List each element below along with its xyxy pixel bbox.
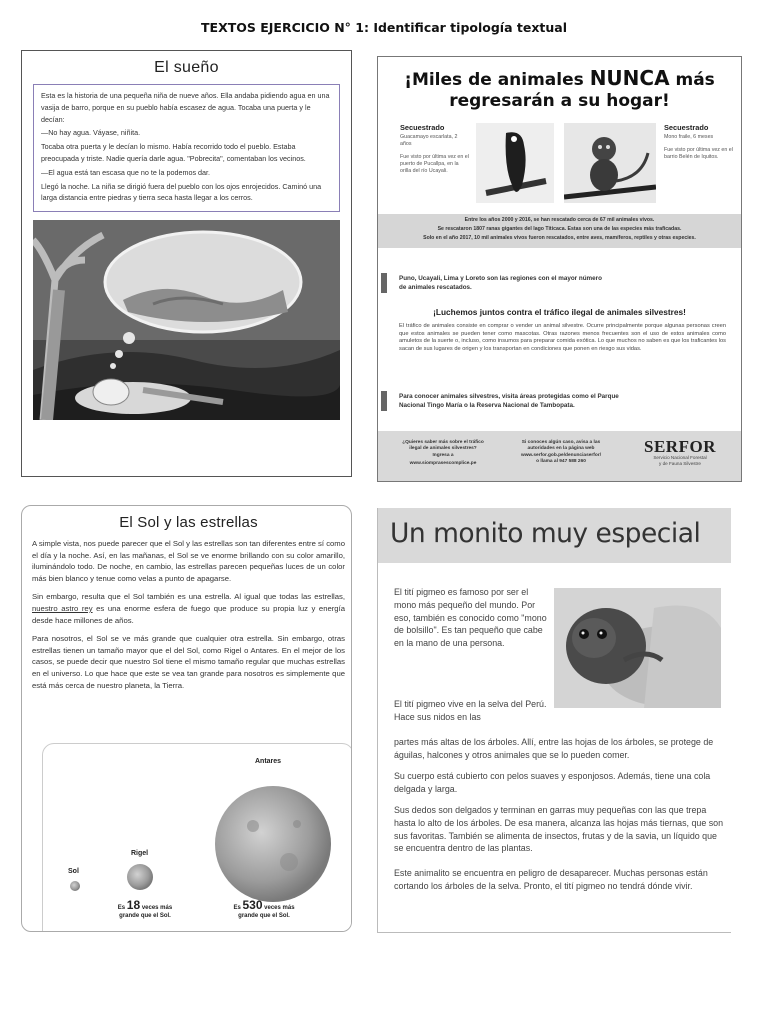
caption-text: veces más bbox=[264, 905, 295, 911]
parks-text bbox=[378, 392, 741, 410]
rigel-label: Rigel bbox=[131, 850, 149, 857]
stats-line: Entre los años 2000 y 2016, se han rescatado cerca de 67 mil animales vivos. bbox=[464, 217, 655, 223]
footer-line: ¿Quieres saber más sobre el tráfico bbox=[402, 440, 484, 445]
monkey-paragraph: partes más altas de los árboles. Allí, entre las hojas de los árboles, se protege de águilas, halcones y otros animales que se lo pueden comer. bbox=[394, 737, 714, 760]
sol-circle bbox=[70, 881, 80, 891]
sun-panel bbox=[21, 505, 352, 932]
serfor-wordmark: SERFOR bbox=[644, 437, 716, 456]
rigel-circle bbox=[127, 864, 153, 890]
monkey-paragraph: Sus dedos son delgados y terminan en garras muy pequeñas con las que trepa hasta lo alto de los árboles. De esa manera, alcanza las hojas más tiernas, que son sus favoritas. También se alimenta de insectos, frutas y de la savia, un líquido que se encuentra dentro de las plantas. bbox=[394, 805, 724, 854]
wanted-left bbox=[400, 123, 470, 175]
headline-part: más bbox=[675, 70, 715, 90]
caption-text: Es bbox=[117, 905, 126, 911]
wanted-left-sub: Guacamayo escarlata, 2 años bbox=[400, 134, 458, 147]
sun-paragraph: A simple vista, nos puede parecer que el Sol y las estrellas son tan diferentes entre sí como el día y la noche. Así, en las mañanas, el Sol se ve enorme brillando con su color amarillo, iluminándolo todo. De noche, en cambio, las estrellas parecen pequeñas luces de un color más bien blanco y tenue como velas a punto de apagarse. bbox=[32, 539, 345, 583]
footer-line: Ingresa a bbox=[432, 452, 454, 458]
footer-line: Si conoces algún caso, avisa a las bbox=[521, 440, 601, 445]
regions-line: Puno, Ucayali, Lima y Loreto son las regiones con el mayor número bbox=[399, 275, 602, 282]
sun-title: El Sol y las estrellas bbox=[119, 514, 258, 531]
monkey-paragraph: Este animalito se encuentra en peligro de desaparecer. Muchas personas están cortando los árboles de la selva. Pronto, el tití pigmeo no tendrá dónde vivir. bbox=[394, 868, 708, 891]
footer-left bbox=[388, 440, 498, 468]
caption-number: 530 bbox=[242, 898, 263, 912]
stats-line: Solo en el año 2017, 10 mil animales vivos fueron rescatados, entre aves, mamíferos, reptiles y otras especies. bbox=[423, 234, 696, 241]
sun-paragraph bbox=[32, 591, 345, 626]
underlined-phrase: nuestro astro rey bbox=[32, 603, 93, 613]
regions-line: de animales rescatados. bbox=[399, 284, 472, 291]
sun-paragraph: Para nosotros, el Sol se ve más grande que cualquier otra estrella. Sin embargo, otras estrellas tienen un tamaño mayor que el del Sol, como Rigel o Antares. En el mejor de los casos, se puede decir que nuestro Sol tiene el mismo tamaño regular que muchas estrellas en el universo. Lo que hace que este se vea tan grande para nosotros es simplemente que está más cerca de nuestro planeta, la Tierra. bbox=[32, 634, 345, 690]
footer-line: ilegal de animales silvestres? bbox=[409, 446, 477, 452]
wanted-left-title: Secuestrado bbox=[400, 123, 445, 132]
page-title: TEXTOS EJERCICIO N° 1: Identificar tipología textual bbox=[201, 20, 567, 35]
caption-text: grande que el Sol. bbox=[238, 913, 290, 919]
poster-panel bbox=[377, 56, 742, 482]
antares-caption bbox=[219, 898, 309, 920]
sun-text: Sin embargo, resulta que el Sol también es una estrella. Al igual que todas las estrellas, bbox=[32, 592, 345, 602]
caption-number: 18 bbox=[126, 898, 141, 912]
footer-line: autoridades en la página web bbox=[527, 446, 595, 452]
serfor-caption: Servicio Nacional Forestal bbox=[653, 455, 707, 460]
antares-circle bbox=[215, 786, 331, 902]
monkey-paragraph: El tití pigmeo es famoso por ser el mono más pequeño del mundo. Por eso, también es conocido como "mono de bolsillo". Es tan pequeño que cabe en la mano de una persona. bbox=[394, 587, 547, 649]
parks-line: Nacional Tingo María o la Reserva Nacional de Tambopata. bbox=[399, 402, 575, 409]
story-panel bbox=[21, 50, 352, 477]
monkey-paragraph: El tití pigmeo vive en la selva del Perú. Hace sus nidos en las bbox=[394, 699, 547, 722]
pygmy-marmoset-photo bbox=[554, 588, 721, 708]
footer-mid bbox=[502, 440, 620, 466]
story-paragraph: —No hay agua. Váyase, niñita. bbox=[41, 128, 141, 138]
macaw-photo bbox=[476, 123, 554, 203]
rigel-caption bbox=[105, 898, 185, 920]
caption-text: veces más bbox=[141, 905, 173, 911]
footer-link[interactable]: www.siomprasescomplice.pe bbox=[409, 461, 477, 467]
monkey-panel bbox=[377, 508, 731, 933]
story-illustration bbox=[33, 220, 340, 420]
monkey-photo bbox=[564, 123, 656, 203]
story-paragraph: Esta es la historia de una pequeña niña de nueve años. Ella andaba pidiendo agua en una vasija de barro, porque en su pueblo había escasez de agua. Tocaba una puerta y le decían: bbox=[41, 91, 330, 124]
poster-headline bbox=[378, 68, 741, 112]
story-title: El sueño bbox=[154, 59, 219, 76]
footer-line: o llama al 947 588 260 bbox=[536, 459, 586, 465]
parks-line: Para conocer animales silvestres, visita áreas protegidas como el Parque bbox=[399, 393, 619, 400]
monkey-banner bbox=[378, 508, 731, 563]
sun-text: es una enorme esfera de fuego que produce su propia luz y energía desde hace millones de años. bbox=[32, 603, 345, 625]
regions-text bbox=[378, 274, 741, 292]
story-paragraph: Llegó la noche. La niña se dirigió fuera del pueblo con los ojos enrojecidos. Caminó una larga distancia entre piedras y tierra seca hasta llegar a los cerros. bbox=[41, 181, 322, 203]
wanted-right-title: Secuestrado bbox=[664, 123, 709, 132]
headline-nunca: NUNCA bbox=[589, 66, 670, 90]
wanted-right-sub: Mono fraile, 6 meses bbox=[664, 134, 714, 140]
caption-text: Es bbox=[233, 905, 241, 911]
stats-line: Se rescataron 1807 ranas gigantes del lago Titicaca. Estas son una de las especies más traficadas. bbox=[437, 225, 682, 232]
serfor-caption: y de Fauna Silvestre bbox=[659, 460, 701, 466]
headline-part: ¡Miles de animales bbox=[404, 70, 584, 90]
stats-box bbox=[378, 214, 741, 248]
story-paragraph: —El agua está tan escasa que no te la podemos dar. bbox=[41, 167, 211, 177]
wanted-left-note: Fue visto por última vez en el puerto de Pucallpa, en la orilla del río Ucayali. bbox=[400, 154, 469, 174]
star-size-diagram bbox=[42, 743, 352, 932]
story-paragraph: Tocaba otra puerta y le decían lo mismo. Había recorrido todo el pueblo. Estaba preocupada y triste. Nadie quería darle agua. "Pobrecita", comentaban los vecinos. bbox=[41, 142, 306, 163]
wanted-right bbox=[664, 123, 736, 161]
caption-text: grande que el Sol. bbox=[119, 913, 171, 919]
serfor-logo bbox=[639, 438, 721, 467]
monkey-paragraph: Su cuerpo está cubierto con pelos suaves y esponjosos. Además, tiene una cola delgada y larga. bbox=[394, 771, 711, 794]
poster-subheading: ¡Luchemos juntos contra el tráfico ilegal de animales silvestres! bbox=[433, 307, 686, 317]
poster-footer bbox=[378, 431, 741, 481]
sol-label: Sol bbox=[68, 868, 79, 875]
poster-body: El tráfico de animales consiste en comprar o vender un animal silvestre. Ocurre principalmente porque algunas personas creen que estos animales se pueden tener como mascotas. Otras razones menos frecuentes son el uso de estos animales como amuletos de la suerte o, incluso, como insumos para preparar comida exótica. Lo que muchos no saben es que los traficantes los sacan de sus lugares de origen y los transportan en condiciones que ponen en riesgo sus vidas. bbox=[399, 323, 726, 352]
story-textbox bbox=[33, 84, 340, 212]
headline-line2: regresarán a su hogar! bbox=[449, 91, 670, 111]
wanted-right-note: Fue visto por última vez en el barrio Belén de Iquitos. bbox=[664, 147, 733, 160]
antares-label: Antares bbox=[255, 758, 282, 765]
footer-link[interactable]: www.serfor.gob.pe/denunciaserfor/ bbox=[520, 452, 602, 458]
monkey-title: Un monito muy especial bbox=[390, 518, 701, 549]
